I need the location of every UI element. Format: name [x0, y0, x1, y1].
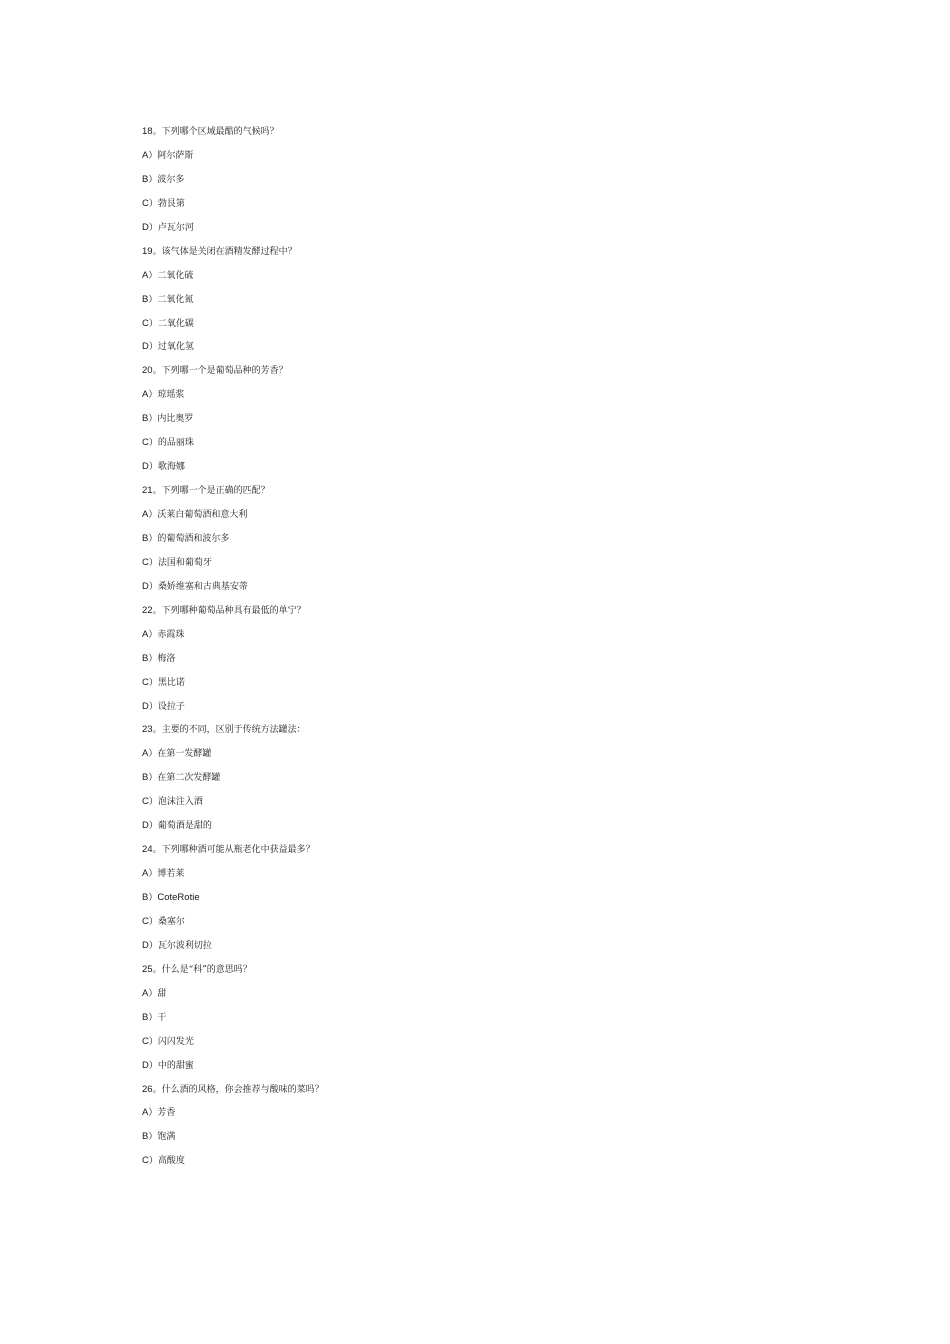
- option-line: [142, 770, 842, 794]
- question-text: 下列哪一个是正确的匹配？: [161, 486, 270, 497]
- option-text: 的葡萄酒和波尔多: [157, 533, 230, 544]
- question-text: 主要的不同，区别于传统方法罐法：: [161, 725, 306, 736]
- option-letter: B: [142, 1131, 149, 1143]
- option-line: [142, 268, 842, 292]
- option-letter: B: [142, 772, 149, 784]
- option-paren: ）: [148, 462, 158, 473]
- option-text: 干: [157, 1012, 167, 1023]
- question-line: [142, 962, 842, 986]
- option-line: [142, 531, 842, 555]
- question-number: 18: [142, 126, 153, 137]
- option-text: 甜: [157, 988, 167, 999]
- option-paren: ）: [148, 653, 158, 664]
- option-letter: D: [142, 580, 149, 592]
- option-paren: ）: [148, 222, 158, 233]
- option-text: CoteRotie: [157, 892, 200, 903]
- option-text: 饱满: [157, 1132, 176, 1143]
- question-text: 什么是“科”的意思吗？: [161, 964, 252, 975]
- question-number: 26: [142, 1083, 153, 1095]
- option-letter: C: [142, 556, 149, 568]
- option-line: [142, 172, 842, 196]
- question-text: 下列哪种葡萄品种具有最低的单宁？: [161, 605, 306, 616]
- option-letter: C: [142, 437, 149, 449]
- option-text: 梅洛: [157, 653, 176, 664]
- question-line: [142, 363, 842, 387]
- option-line: [142, 507, 842, 531]
- option-line: [142, 914, 842, 938]
- option-paren: ）: [148, 893, 158, 903]
- option-letter: D: [142, 221, 149, 233]
- option-text: 泡沫注入酒: [157, 797, 203, 808]
- question-separator: 。: [152, 246, 162, 257]
- option-line: [142, 1058, 842, 1082]
- question-text: 什么酒的风格，你会推荐与酸味的菜吗？: [161, 1084, 324, 1095]
- option-text: 的品丽珠: [157, 438, 194, 449]
- option-paren: ）: [148, 342, 158, 353]
- option-paren: ）: [148, 438, 158, 449]
- option-letter: A: [142, 628, 149, 640]
- option-text: 二氧化硫: [157, 270, 194, 281]
- option-line: [142, 220, 842, 244]
- question-line: [142, 603, 842, 627]
- option-line: [142, 387, 842, 411]
- option-paren: ）: [148, 1036, 158, 1047]
- option-letter: A: [142, 509, 149, 520]
- option-letter: A: [142, 987, 149, 999]
- option-line: [142, 938, 842, 962]
- option-paren: ）: [148, 294, 158, 305]
- option-text: 法国和葡萄牙: [157, 557, 212, 568]
- option-letter: A: [142, 748, 149, 760]
- question-line: [142, 1082, 842, 1106]
- option-letter: B: [142, 293, 149, 305]
- option-letter: A: [142, 1107, 149, 1119]
- option-paren: ）: [148, 773, 158, 784]
- option-letter: A: [142, 149, 149, 161]
- question-number: 20: [142, 365, 153, 377]
- option-line: [142, 794, 842, 818]
- option-text: 卢瓦尔河: [157, 222, 194, 233]
- option-letter: B: [142, 413, 149, 425]
- option-letter: D: [142, 461, 149, 473]
- option-text: 阿尔萨斯: [157, 150, 194, 161]
- option-paren: ）: [148, 414, 158, 425]
- option-text: 勃艮第: [157, 198, 185, 209]
- option-paren: ）: [148, 749, 158, 760]
- option-line: [142, 890, 842, 914]
- question-text: 该气体是关闭在酒精发酵过程中？: [161, 246, 297, 257]
- option-paren: ）: [148, 557, 158, 568]
- option-text: 闪闪发光: [157, 1036, 194, 1047]
- option-letter: C: [142, 1155, 149, 1167]
- option-line: [142, 818, 842, 842]
- option-letter: B: [142, 532, 149, 544]
- option-text: 二氧化氮: [157, 294, 194, 305]
- option-letter: D: [142, 820, 149, 832]
- option-text: 中的甜蜜: [157, 1060, 194, 1071]
- option-text: 沃莱白葡萄酒和意大利: [157, 510, 248, 520]
- option-paren: ）: [148, 988, 158, 999]
- question-number: 19: [142, 245, 153, 257]
- option-paren: ）: [148, 150, 158, 161]
- question-separator: 。: [152, 1084, 162, 1095]
- question-line: [142, 483, 842, 507]
- option-line: [142, 459, 842, 483]
- option-paren: ）: [148, 629, 158, 640]
- option-line: [142, 1129, 842, 1153]
- option-letter: D: [142, 341, 149, 353]
- option-line: [142, 148, 842, 172]
- option-text: 内比奥罗: [157, 414, 194, 425]
- option-line: [142, 1105, 842, 1129]
- option-text: 高酸度: [157, 1156, 185, 1167]
- option-line: [142, 866, 842, 890]
- option-paren: ）: [148, 869, 158, 880]
- question-separator: 。: [152, 605, 162, 616]
- question-number: 22: [142, 604, 153, 616]
- option-line: [142, 1010, 842, 1034]
- question-number: 25: [142, 963, 153, 975]
- option-paren: ）: [148, 1108, 158, 1119]
- option-letter: C: [142, 317, 149, 329]
- option-line: [142, 699, 842, 723]
- option-letter: B: [142, 1011, 149, 1023]
- option-text: 在第二次发酵罐: [157, 773, 221, 784]
- option-letter: C: [142, 1035, 149, 1047]
- option-paren: ）: [148, 510, 158, 520]
- option-paren: ）: [148, 174, 158, 185]
- option-paren: ）: [148, 1060, 158, 1071]
- option-text: 设拉子: [157, 701, 185, 712]
- option-text: 桑塞尔: [157, 916, 185, 927]
- option-letter: B: [142, 173, 149, 185]
- option-text: 波尔多: [157, 174, 185, 185]
- question-line: [142, 722, 842, 746]
- question-number: 21: [142, 485, 153, 497]
- option-line: [142, 1153, 842, 1177]
- option-letter: C: [142, 915, 149, 927]
- question-text: 下列哪种酒可能从瓶老化中获益最多？: [161, 845, 315, 856]
- option-text: 葡萄酒是甜的: [157, 821, 212, 832]
- option-paren: ）: [148, 198, 158, 209]
- option-text: 博若莱: [157, 869, 185, 880]
- option-letter: A: [142, 868, 149, 880]
- option-line: [142, 986, 842, 1010]
- option-text: 琼瑶浆: [157, 390, 185, 401]
- option-letter: B: [142, 892, 149, 903]
- option-paren: ）: [148, 821, 158, 832]
- option-paren: ）: [148, 701, 158, 712]
- option-line: [142, 651, 842, 675]
- question-separator: 。: [152, 486, 162, 497]
- option-letter: B: [142, 652, 149, 664]
- question-separator: 。: [152, 127, 162, 137]
- option-text: 赤霞珠: [157, 629, 185, 640]
- question-list: [142, 124, 842, 1177]
- option-text: 桑娇维塞和古典基安蒂: [157, 581, 248, 592]
- option-letter: C: [142, 676, 149, 688]
- option-text: 黑比诺: [157, 677, 185, 688]
- option-letter: D: [142, 700, 149, 712]
- option-line: [142, 339, 842, 363]
- option-paren: ）: [148, 270, 158, 281]
- option-letter: C: [142, 796, 149, 808]
- question-line: [142, 842, 842, 866]
- option-text: 二氧化碳: [157, 318, 194, 329]
- option-line: [142, 316, 842, 340]
- option-letter: A: [142, 389, 149, 401]
- question-separator: 。: [152, 964, 162, 975]
- option-line: [142, 435, 842, 459]
- option-letter: A: [142, 269, 149, 281]
- option-text: 芳香: [157, 1108, 176, 1119]
- option-line: [142, 746, 842, 770]
- option-text: 瓦尔波利切拉: [157, 940, 212, 951]
- option-line: [142, 675, 842, 699]
- question-number: 24: [142, 844, 153, 856]
- option-letter: C: [142, 197, 149, 209]
- question-line: [142, 124, 842, 148]
- option-text: 过氧化氢: [157, 342, 194, 353]
- option-paren: ）: [148, 797, 158, 808]
- question-line: [142, 244, 842, 268]
- option-letter: D: [142, 939, 149, 951]
- option-paren: ）: [148, 390, 158, 401]
- option-line: [142, 411, 842, 435]
- option-line: [142, 579, 842, 603]
- question-text: 下列哪个区域最酷的气候吗？: [161, 127, 279, 137]
- question-separator: 。: [152, 725, 162, 736]
- question-number: 23: [142, 724, 153, 736]
- option-line: [142, 1034, 842, 1058]
- option-paren: ）: [148, 533, 158, 544]
- option-line: [142, 555, 842, 579]
- question-separator: 。: [152, 845, 162, 856]
- option-paren: ）: [148, 1156, 158, 1167]
- option-paren: ）: [148, 916, 158, 927]
- option-text: 歌海娜: [157, 462, 185, 473]
- option-paren: ）: [148, 940, 158, 951]
- question-text: 下列哪一个是葡萄品种的芳香？: [161, 366, 288, 377]
- option-paren: ）: [148, 1132, 158, 1143]
- option-line: [142, 627, 842, 651]
- option-paren: ）: [148, 1012, 158, 1023]
- option-letter: D: [142, 1059, 149, 1071]
- option-line: [142, 196, 842, 220]
- option-line: [142, 292, 842, 316]
- option-paren: ）: [148, 677, 158, 688]
- option-paren: ）: [148, 581, 158, 592]
- option-paren: ）: [148, 318, 158, 329]
- question-separator: 。: [152, 366, 162, 377]
- option-text: 在第一发酵罐: [157, 749, 212, 760]
